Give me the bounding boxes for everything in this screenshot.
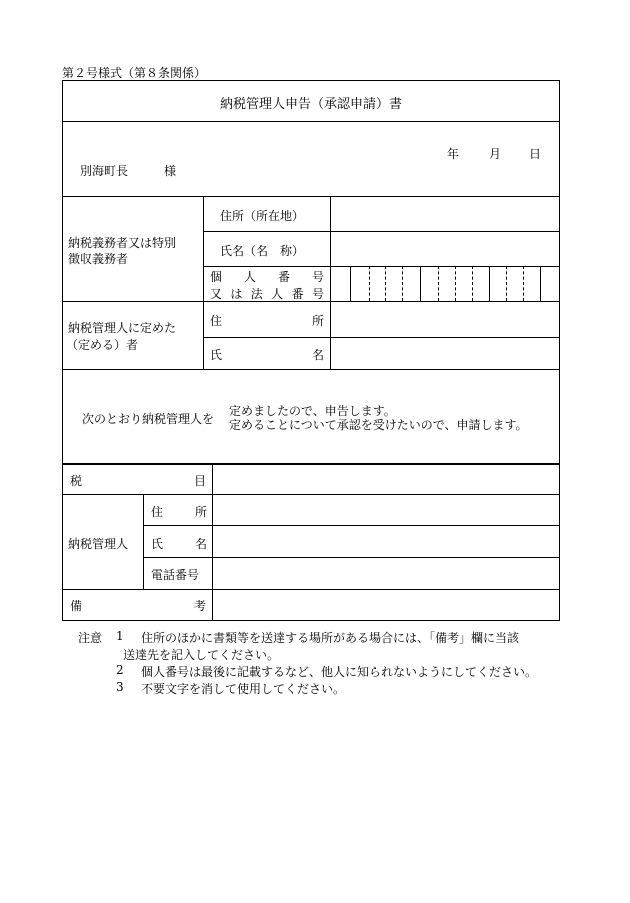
individual-number-label: 個 人 番 号 [210,270,324,284]
form-title: 納税管理人申告（承認申請）書 [219,97,402,112]
statement-option-declare: 定めましたので、申告します。 [229,404,396,418]
taxpayer-address-input[interactable] [331,197,559,231]
remarks-label: 備 考 [70,599,206,613]
addressee-mayor: 別海町長 [80,164,129,178]
taxpayer-name-input[interactable] [331,232,559,266]
note-1-number: 1 [116,629,124,643]
manager-address-input[interactable] [213,495,559,525]
taxpayer-label-line2: 徴収義務者 [68,252,129,266]
note-3-number: 3 [116,680,124,694]
agent-address-label: 住 所 [210,314,324,328]
corporate-number-label: 又 は 法 人 番 号 [210,287,324,301]
form-number: 第２号様式（第８条関係） [62,66,207,80]
taxpayer-address-label: 住所（所在地） [220,209,305,223]
agent-label-line2: （定める）者 [66,338,139,352]
date-month-label: 月 [489,147,502,161]
taxpayer-name-label: 氏名（名 称） [220,244,305,258]
taxpayer-label-line1: 納税義務者又は特別 [68,236,177,250]
manager-address-label: 住 所 [151,505,207,519]
note-2-text: 個人番号は最後に記載するなど、他人に知られないようにしてください。 [141,665,538,679]
individual-number-input[interactable] [331,267,559,301]
note-1-text-continued: 送達先を記入してください。 [123,648,280,662]
statement-lead: 次のとおり納税管理人を [82,412,215,426]
note-3-text: 不要文字を消して使用してください。 [141,682,346,696]
agent-name-label: 氏 名 [210,348,324,362]
note-1-text: 住所のほかに書類等を送達する場所がある場合には、「備考」欄に当該 [141,631,520,645]
note-2-number: 2 [116,663,124,677]
date-day-label: 日 [529,147,542,161]
manager-name-label: 氏 名 [151,537,207,551]
agent-name-input[interactable] [331,338,559,369]
agent-address-input[interactable] [331,302,559,337]
remarks-input[interactable] [213,590,559,620]
notes-heading: 注意 [78,631,103,645]
manager-phone-label: 電話番号 [151,568,200,582]
statement-option-apply: 定めることについて承認を受けたいので、申請します。 [229,418,528,432]
manager-phone-input[interactable] [213,558,559,589]
manager-label: 納税管理人 [68,537,129,551]
addressee-honorific: 様 [164,164,177,178]
tax-item-label: 税 目 [70,474,206,488]
date-year-label: 年 [447,147,460,161]
manager-name-input[interactable] [213,526,559,557]
agent-label-line1: 納税管理人に定めた [68,321,177,335]
tax-item-input[interactable] [213,465,559,494]
